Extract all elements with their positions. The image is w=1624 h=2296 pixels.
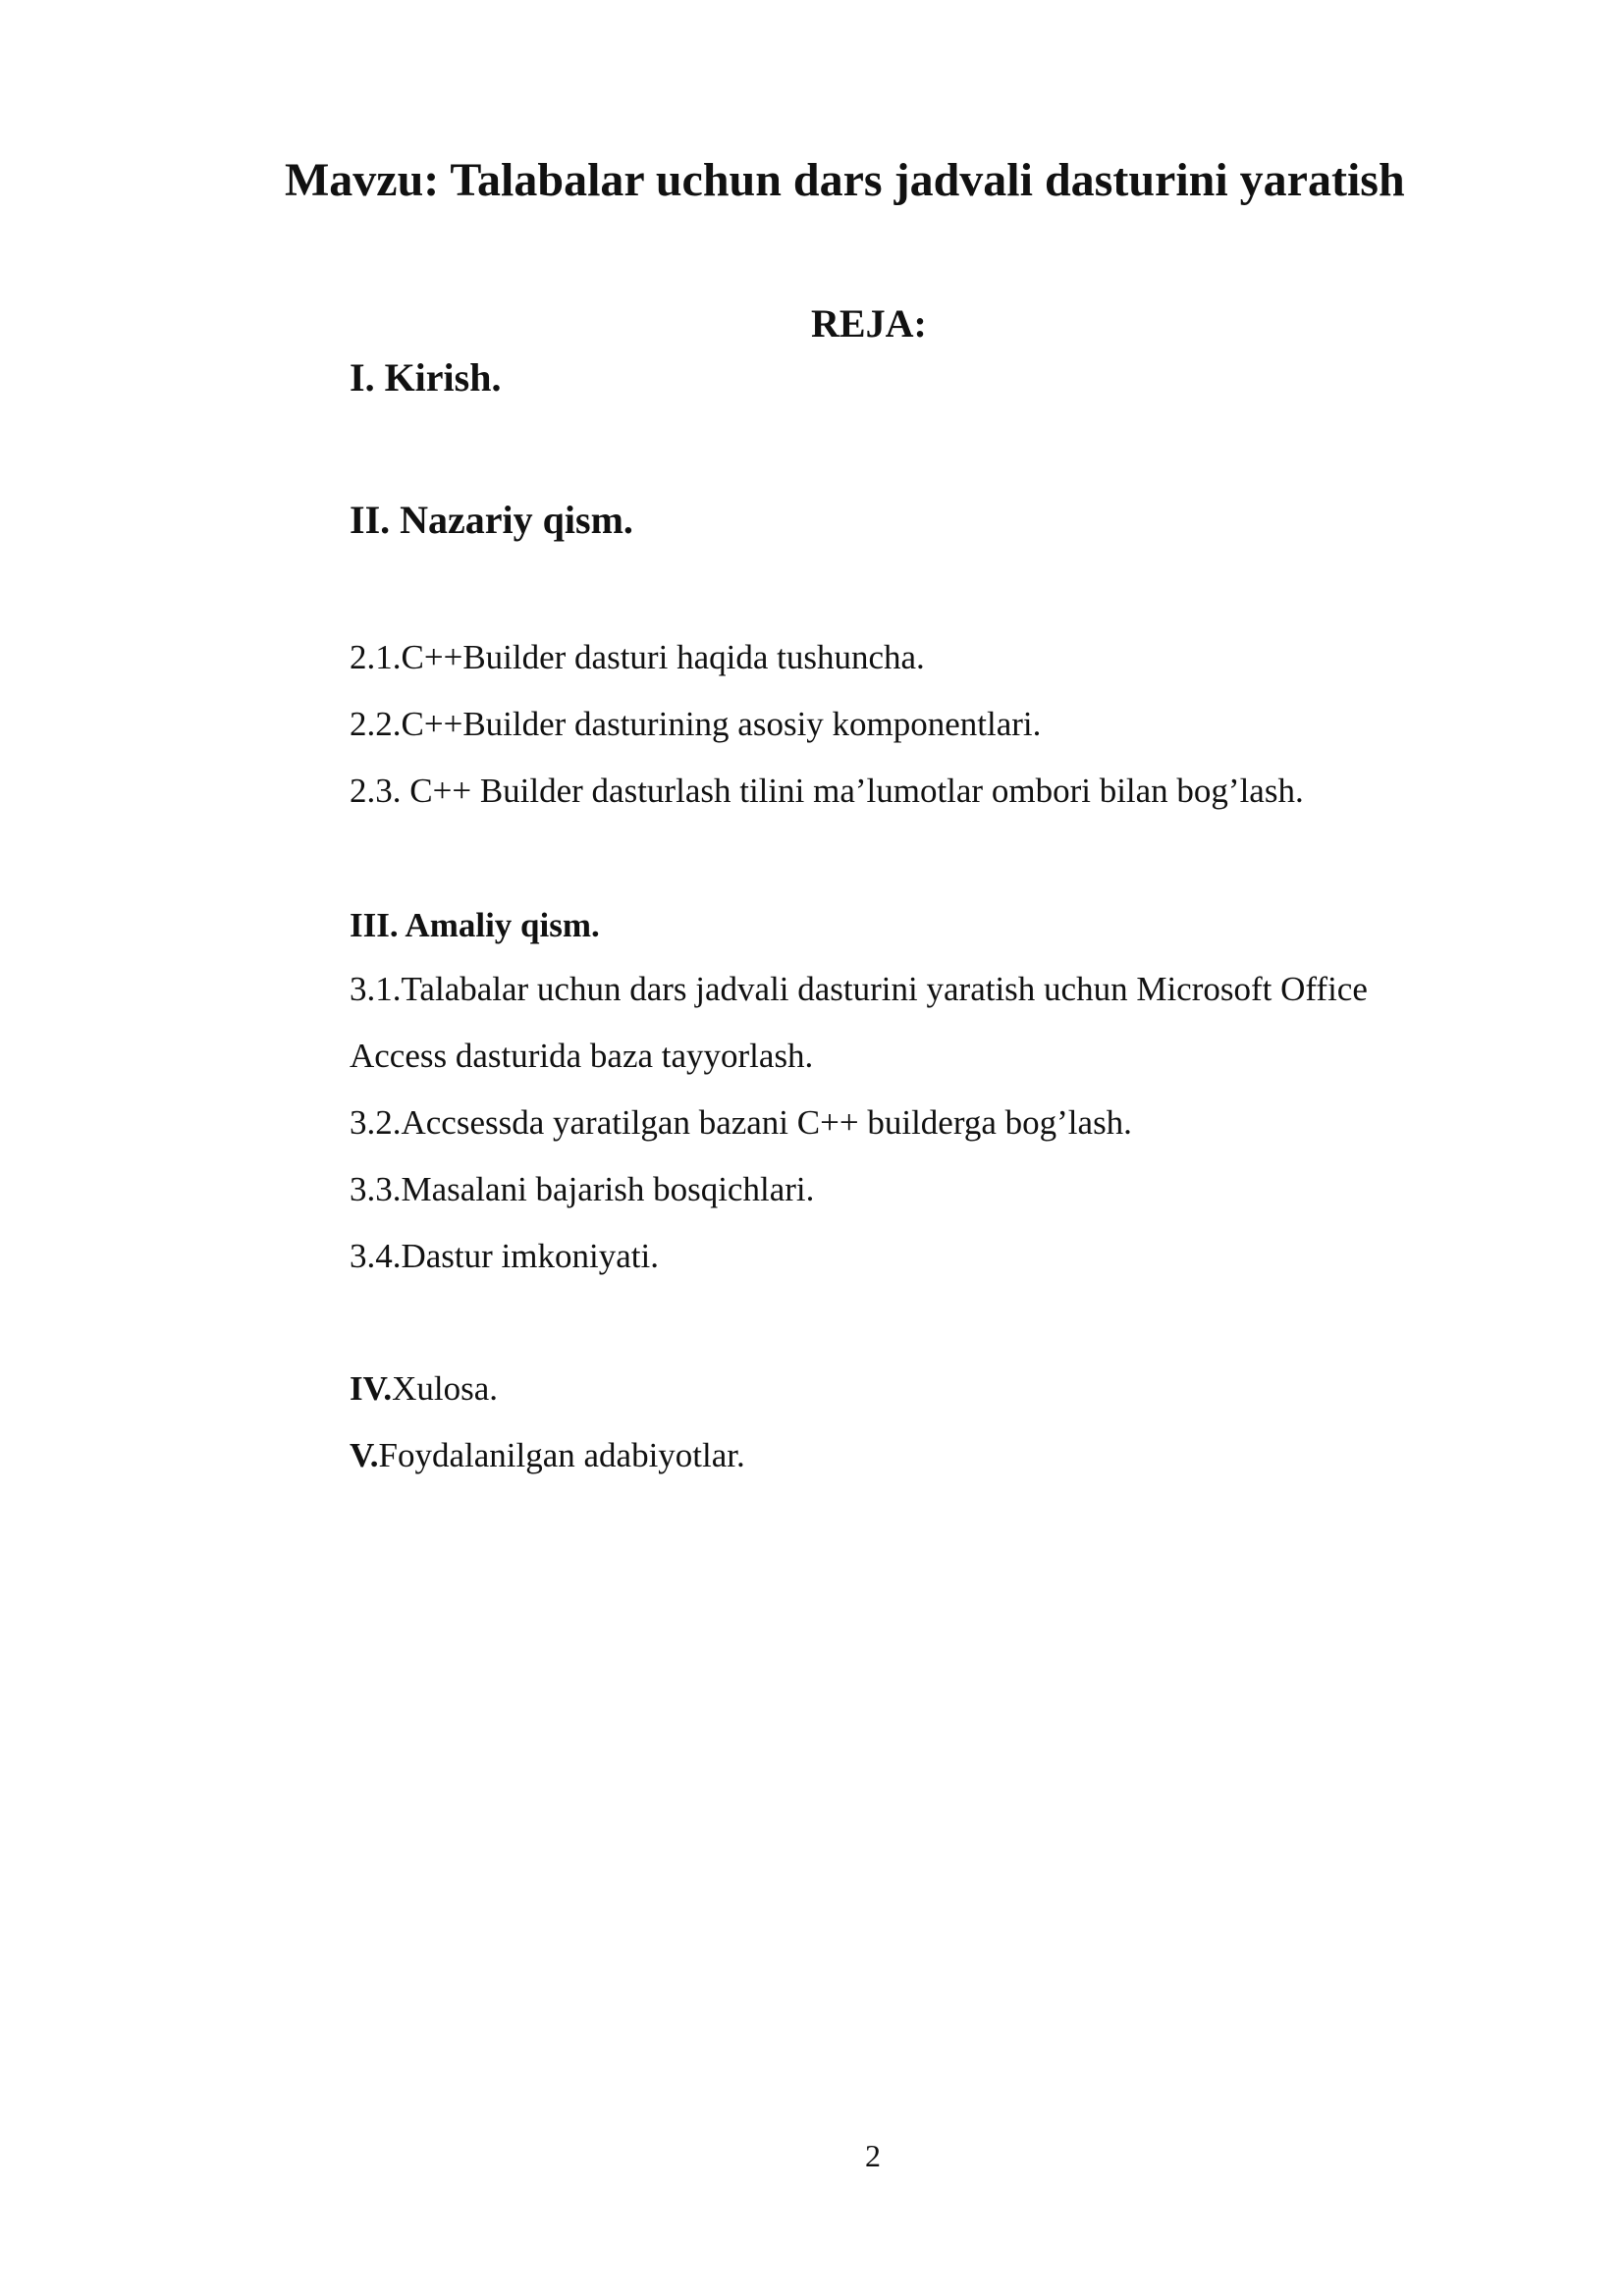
section-conclusion — [350, 1371, 498, 1406]
references-label: Foydalanilgan adabiyotlar. — [378, 1436, 745, 1474]
section-references — [350, 1438, 745, 1472]
theory-item-2: 2.2.C++Builder dasturining asosiy komponentlari. — [350, 705, 1042, 743]
references-number: V. — [350, 1436, 379, 1474]
theory-item-3: 2.3. C++ Builder dasturlash tilini ma’lumotlar ombori bilan bog’lash. — [350, 772, 1304, 810]
section-intro: I. Kirish. — [350, 355, 502, 400]
practice-item-3: 3.3.Masalani bajarish bosqichlari. — [350, 1170, 815, 1208]
practice-item-1: 3.1.Talabalar uchun dars jadvali dasturini yaratish uchun Microsoft Office — [350, 970, 1368, 1008]
document-title: Mavzu: Talabalar uchun dars jadvali dasturini yaratish — [285, 154, 1405, 206]
practice-item-4: 3.4.Dastur imkoniyati. — [350, 1237, 659, 1275]
section-practice: III. Amaliy qism. — [350, 906, 600, 944]
theory-item-1: 2.1.C++Builder dasturi haqida tushuncha. — [350, 638, 925, 676]
practice-item-2: 3.2.Accsessda yaratilgan bazani C++ builderga bog’lash. — [350, 1103, 1132, 1142]
plan-heading: REJA: — [811, 301, 927, 346]
section-theory: II. Nazariy qism. — [350, 498, 633, 542]
conclusion-label: Xulosa. — [392, 1369, 499, 1408]
conclusion-number: IV. — [350, 1369, 393, 1408]
page-number: 2 — [865, 2138, 881, 2173]
practice-item-1-continued: Access dasturida baza tayyorlash. — [350, 1037, 814, 1075]
